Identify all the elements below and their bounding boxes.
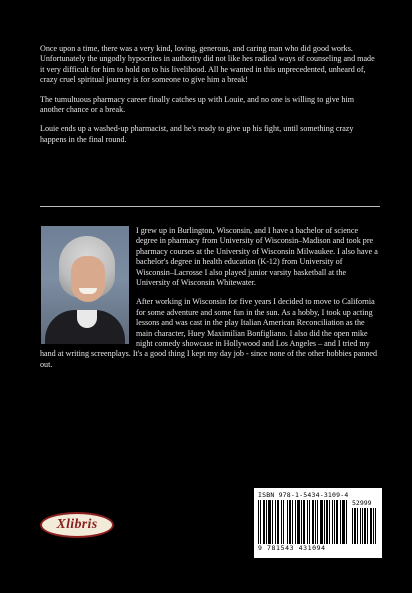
- publisher-logo: [40, 512, 114, 538]
- barcode-bars-row: [258, 500, 378, 544]
- barcode-stripe: [375, 508, 376, 544]
- barcode-main-bars: [258, 500, 348, 544]
- bio-paragraph-1: I grew up in Burlington, Wisconsin, and I have a bachelor of science degree in pharmacy from University of Wisconsin–Madison and took pre pharmacy courses at the University of Wisconsin Milwaukee. I also have a bachelor's degree in health education (K-12) from University of Wisconsin–Lacrosse I also played junior varsity basketball at the University of Wisconsin Whitewater.: [136, 226, 378, 288]
- section-divider: [40, 206, 380, 207]
- blurb-paragraph-3: Louie ends up a washed-up pharmacist, and he's ready to give up his fight, until something crazy happens in the final round.: [40, 124, 354, 144]
- publisher-name: Xlibris: [56, 517, 98, 532]
- addon-code: 52999: [352, 499, 372, 507]
- bio-paragraph-2: After working in Wisconsin for five years I decided to move to California for some adventure and some fun in the sun. As a hobby, I took up acting lessons and was cast in the play Italian American Reconciliation as the main character, Huey Maximilian Bonfigliano. I also did the open mike night comedy showcase in Hollywood and Los Angeles – and I tried my hand at writing screenplays. It's a good thing I kept my day job - since none of the other hobbies panned out.: [40, 297, 378, 369]
- barcode-addon: [352, 500, 376, 544]
- barcode-stripe: [347, 500, 348, 544]
- author-face: [71, 256, 105, 302]
- blurb-paragraph-2: The tumultuous pharmacy career finally catches up with Louie, and no one is willing to give him another chance or a break.: [40, 94, 355, 115]
- isbn-barcode: [254, 488, 382, 558]
- barcode-digits: 9 781543 431094: [258, 544, 326, 552]
- author-photo: [41, 226, 129, 344]
- back-cover-blurb: [40, 44, 380, 154]
- barcode-addon-bars: [352, 508, 376, 544]
- isbn-label: ISBN 978-1-5434-3109-4: [258, 491, 349, 499]
- blurb-paragraph-1: Once upon a time, there was a very kind, loving, generous, and caring man who did good works. Unfortunately the ungodly hypocrites in authority did not like hes radical ways of counseling and made it very difficult for him to hold on to his livelihood. All he wanted in this unprecedented, unheard of, crazy cruel spiritual journey is for someone to give him a break!: [40, 44, 375, 85]
